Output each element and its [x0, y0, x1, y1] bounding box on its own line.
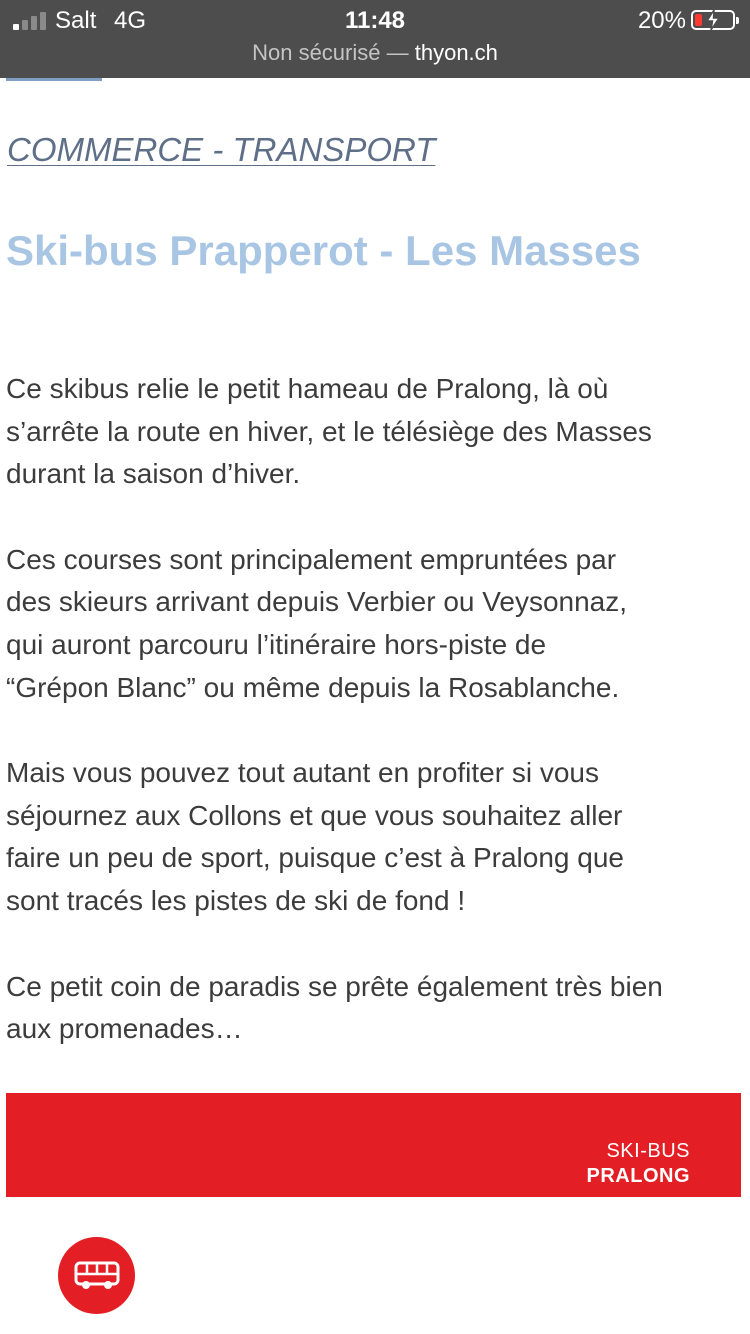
article-paragraph: Mais vous pouvez tout autant en profiter si vous séjournez aux Collons et que vous souhaitez aller faire un peu de sport, puisque c’est à Pralong que sont tracés les pistes de ski de fond !	[6, 757, 624, 916]
partial-divider	[6, 78, 102, 81]
bus-icon	[73, 1260, 121, 1292]
battery-percent: 20%	[637, 7, 686, 34]
article-body	[6, 368, 746, 1094]
carrier-name: Salt	[55, 7, 97, 34]
category-link[interactable]: COMMERCE - TRANSPORT	[7, 131, 436, 168]
security-label: Non sécurisé —	[252, 40, 409, 65]
article-paragraph: Ce skibus relie le petit hameau de Pralong, là où s’arrête la route en hiver, et le télésiège des Masses durant la saison d’hiver.	[6, 373, 652, 490]
battery-charging-icon	[691, 10, 735, 30]
clock: 11:48	[344, 7, 406, 34]
battery-level	[695, 14, 702, 26]
status-bar	[0, 0, 750, 40]
network-type: 4G	[114, 7, 147, 34]
banner-label: SKI-BUS	[606, 1140, 690, 1162]
bus-button[interactable]	[58, 1237, 135, 1314]
article-paragraph: Ces courses sont principalement empruntées par des skieurs arrivant depuis Verbier ou Veysonnaz, qui auront parcouru l’itinéraire hors-piste de “Grépon Blanc” ou même depuis la Rosablanche.	[6, 543, 628, 703]
banner-location: PRALONG	[586, 1165, 690, 1187]
ski-bus-banner	[6, 1093, 741, 1197]
browser-top-bar	[0, 0, 750, 78]
article-paragraph: Ce petit coin de paradis se prête également très bien aux promenades…	[6, 970, 663, 1045]
bolt-icon	[704, 9, 722, 31]
page-title: Ski-bus Prapperot - Les Masses	[6, 227, 641, 274]
address-bar[interactable]	[0, 40, 750, 66]
url-host: thyon.ch	[414, 40, 498, 65]
